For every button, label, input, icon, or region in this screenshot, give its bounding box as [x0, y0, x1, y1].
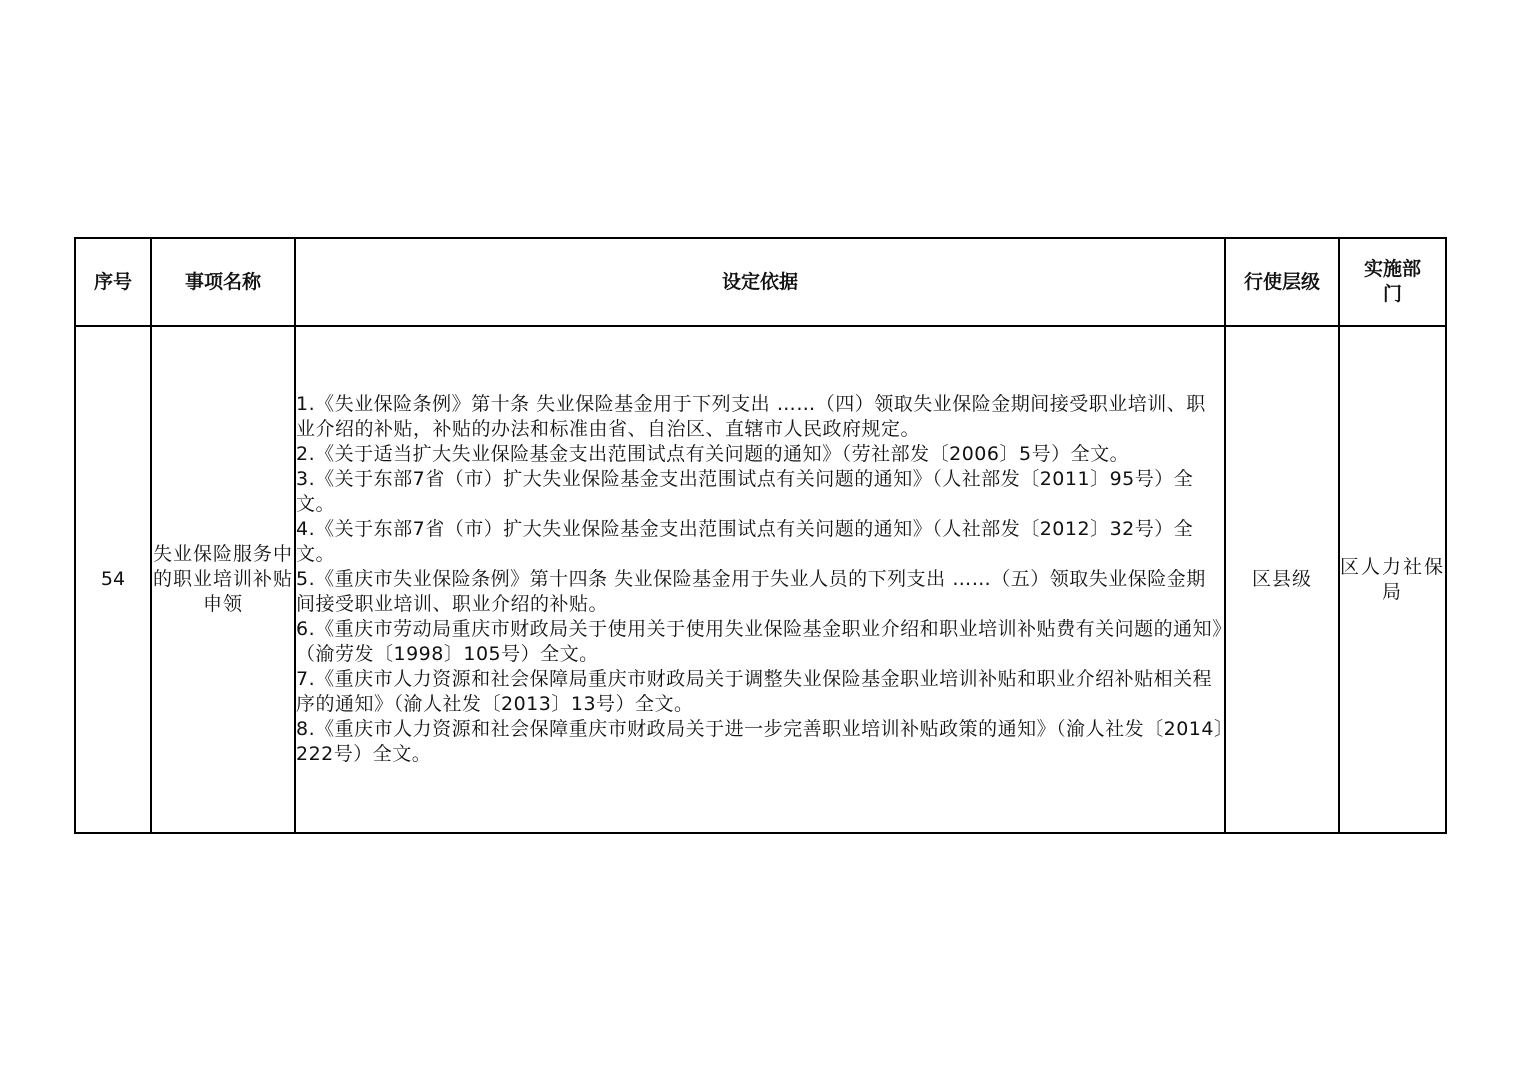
- basis-item: 2.《关于适当扩大失业保险基金支出范围试点有关问题的通知》（劳社部发〔2006〕5号）全文。: [296, 443, 1130, 465]
- row-level: 区县级: [1251, 568, 1312, 590]
- table-row: [75, 326, 1446, 833]
- header-level: 行使层级: [1225, 238, 1339, 326]
- header-dept: [1339, 238, 1446, 326]
- policy-table: [74, 237, 1447, 834]
- header-row: [75, 238, 1446, 326]
- header-basis: 设定依据: [295, 238, 1225, 326]
- row-seq-cell: [75, 326, 151, 833]
- basis-item: 4.《关于东部7省（市）扩大失业保险基金支出范围试点有关问题的通知》（人社部发〔2012〕32号）全文。: [296, 518, 1194, 565]
- basis-item: 3.《关于东部7省（市）扩大失业保险基金支出范围试点有关问题的通知》（人社部发〔2011〕95号）全文。: [296, 468, 1194, 515]
- basis-item: 5.《重庆市失业保险条例》第十四条 失业保险基金用于失业人员的下列支出 ……（五）领取失业保险金期间接受职业培训、职业介绍的补贴。: [296, 568, 1206, 615]
- row-seq: 54: [100, 568, 126, 590]
- basis-item: 7.《重庆市人力资源和社会保障局重庆市财政局关于调整失业保险基金职业培训补贴和职业介绍补贴相关程序的通知》（渝人社发〔2013〕13号）全文。: [296, 668, 1213, 715]
- row-level-cell: [1225, 326, 1339, 833]
- row-dept: 区人力社保局: [1340, 555, 1446, 603]
- basis-item: 6.《重庆市劳动局重庆市财政局关于使用关于使用失业保险基金职业介绍和职业培训补贴费有关问题的通知》（渝劳发〔1998〕105号）全文。: [296, 618, 1223, 665]
- row-dept-cell: [1339, 326, 1446, 833]
- header-name: 事项名称: [151, 238, 295, 326]
- row-basis-cell: [295, 326, 1225, 833]
- header-seq: 序号: [75, 238, 151, 326]
- basis-item: 8.《重庆市人力资源和社会保障重庆市财政局关于进一步完善职业培训补贴政策的通知》（渝人社发〔2014〕222号）全文。: [296, 718, 1224, 765]
- header-dept-label: 实施部门: [1364, 258, 1422, 305]
- basis-item: 1.《失业保险条例》第十条 失业保险基金用于下列支出 ……（四）领取失业保险金期间接受职业培训、职业介绍的补贴，补贴的办法和标准由省、自治区、直辖市人民政府规定。: [296, 393, 1206, 440]
- row-name: 失业保险服务中的职业培训补贴申领: [152, 543, 293, 615]
- row-name-cell: [151, 326, 295, 833]
